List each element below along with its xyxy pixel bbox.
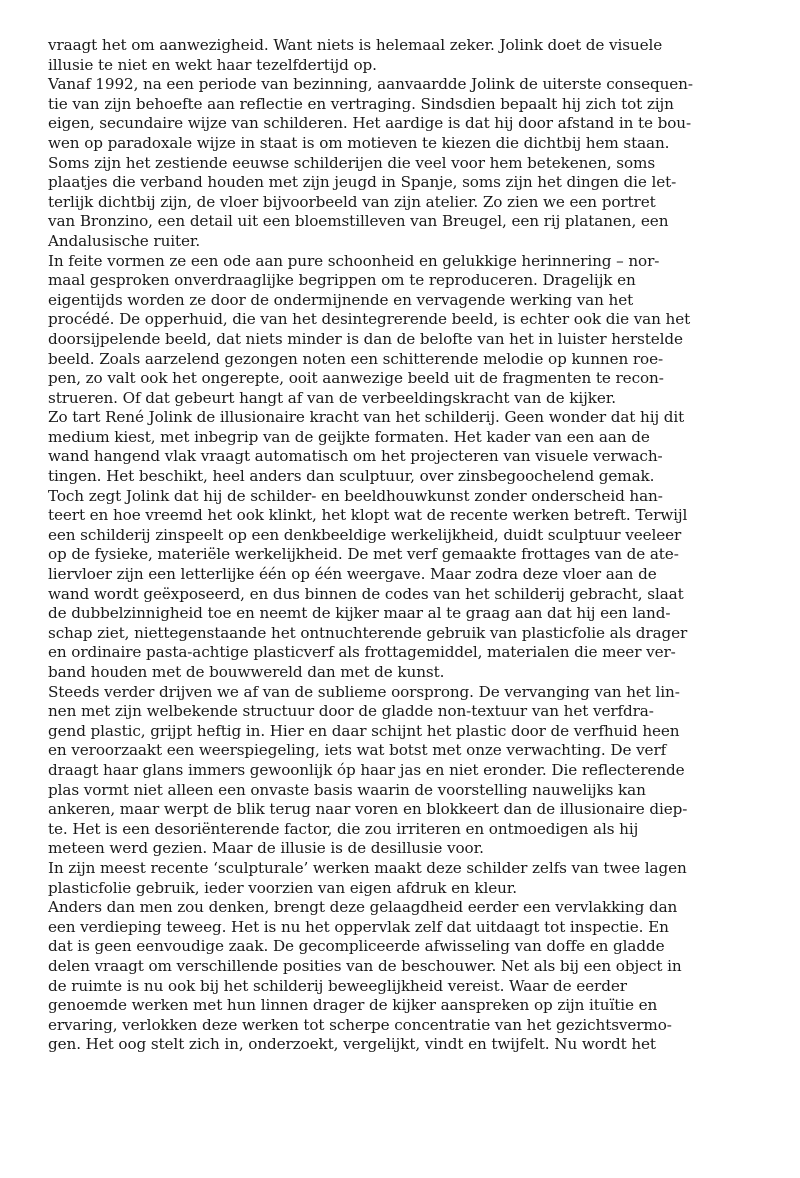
paragraph xyxy=(48,75,693,251)
text-line: en ordinaire pasta-achtige plasticverf als frottagemiddel, materialen die meer ver- xyxy=(48,643,676,662)
text-line: Andalusische ruiter. xyxy=(48,231,201,250)
text-line: wand wordt geëxposeerd, en dus binnen de codes van het schilderij gebracht, slaat xyxy=(48,584,684,603)
text-line: illusie te niet en wekt haar tezelfdertijd op. xyxy=(48,55,377,74)
text-line: eigen, secundaire wijze van schilderen. Het aardige is dat hij door afstand in te bou- xyxy=(48,114,692,133)
text-line: doorsijpelende beeld, dat niets minder is dan de belofte van het in luister herstelde xyxy=(48,329,683,348)
paragraph xyxy=(48,251,691,409)
text-line: draagt haar glans immers gewoonlijk óp haar jas en niet eronder. Die reflecterende xyxy=(48,760,685,779)
text-line: delen vraagt om verschillende posities van de beschouwer. Net als bij een object in xyxy=(48,956,682,975)
text-line: tie van zijn behoefte aan reflectie en vertraging. Sindsdien bepaalt hij zich tot zijn xyxy=(48,94,674,113)
text-line: Soms zijn het zestiende eeuwse schilderijen die veel voor hem betekenen, soms xyxy=(48,153,656,172)
text-line: Steeds verder drijven we af van de sublieme oorsprong. De vervanging van het lin- xyxy=(48,682,680,701)
text-line: ankeren, maar werpt de blik terug naar voren en blokkeert dan de illusionaire diep- xyxy=(48,800,688,819)
text-line: op de fysieke, materiële werkelijkheid. De met verf gemaakte frottages van de ate- xyxy=(48,545,679,564)
text-line: medium kiest, met inbegrip van de geijkte formaten. Het kader van een aan de xyxy=(48,427,650,446)
text-line: te. Het is een desoriënterende factor, die zou irriteren en ontmoedigen als hij xyxy=(48,819,639,838)
text-line: terlijk dichtbij zijn, de vloer bijvoorbeeld van zijn atelier. Zo zien we een portret xyxy=(48,192,656,211)
paragraph xyxy=(48,898,682,1055)
text-line: Vanaf 1992, na een periode van bezinning, aanvaardde Jolink de uiterste consequen- xyxy=(48,75,693,94)
text-line: dat is geen eenvoudige zaak. De gecompliceerde afwisseling van doffe en gladde xyxy=(48,937,665,956)
text-line: en veroorzaakt een weerspiegeling, iets wat botst met onze verwachting. De verf xyxy=(48,741,667,760)
text-line: genoemde werken met hun linnen drager de kijker aanspreken op zijn ituïtie en xyxy=(48,996,658,1015)
text-line: tingen. Het beschikt, heel anders dan sculptuur, over zinsbegoochelend gemak. xyxy=(48,467,655,486)
text-line: Anders dan men zou denken, brengt deze gelaagdheid eerder een vervlakking dan xyxy=(48,898,678,917)
text-line: teert en hoe vreemd het ook klinkt, het klopt wat de recente werken betreft. Terwijl xyxy=(48,506,688,525)
text-line: Zo tart René Jolink de illusionaire kracht van het schilderij. Geen wonder dat hij dit xyxy=(48,408,685,427)
text-line: procédé. De opperhuid, die van het desintegrerende beeld, is echter ook die van het xyxy=(48,310,691,329)
text-line: strueren. Of dat gebeurt hangt af van de verbeeldingskracht van de kijker. xyxy=(48,388,616,407)
paragraph xyxy=(48,36,663,75)
text-line: schap ziet, niettegenstaande het ontnuchterende gebruik van plasticfolie als drager xyxy=(48,623,688,642)
text-line: de ruimte is nu ook bij het schilderij beweeglijkheid vereist. Waar de eerder xyxy=(48,976,627,995)
text-line: gen. Het oog stelt zich in, onderzoekt, vergelijkt, vindt en twijfelt. Nu wordt het xyxy=(48,1035,656,1054)
text-line: plas vormt niet alleen een onvaste basis waarin de voorstelling nauwelijks kan xyxy=(48,780,646,799)
text-line: nen met zijn welbekende structuur door de gladde non-textuur van het verfdra- xyxy=(48,702,654,721)
text-line: meteen werd gezien. Maar de illusie is de desillusie voor. xyxy=(48,839,484,858)
text-line: een schilderij zinspeelt op een denkbeeldige werkelijkheid, duidt sculptuur veeleer xyxy=(48,525,682,544)
text-line: de dubbelzinnigheid toe en neemt de kijker maar al te graag aan dat hij een land- xyxy=(48,604,671,623)
paragraph xyxy=(48,682,688,859)
paragraph xyxy=(48,858,687,898)
text-line: In feite vormen ze een ode aan pure schoonheid en gelukkige herinnering – nor- xyxy=(48,251,660,270)
text-line: band houden met de bouwwereld dan met de kunst. xyxy=(48,663,445,681)
text-line: plaatjes die verband houden met zijn jeugd in Spanje, soms zijn het dingen die let- xyxy=(48,173,677,192)
text-line: pen, zo valt ook het ongerepte, ooit aanwezige beeld uit de fragmenten te recon- xyxy=(48,369,664,388)
text-line: vraagt het om aanwezigheid. Want niets is helemaal zeker. Jolink doet de visuele xyxy=(48,36,663,54)
text-line: ervaring, verlokken deze werken tot scherpe concentratie van het gezichtsvermo- xyxy=(48,1015,672,1034)
text-line: Toch zegt Jolink dat hij de schilder- en beeldhouwkunst zonder onderscheid han- xyxy=(48,486,663,505)
text-line: maal gesproken onverdraaglijke begrippen om te reproduceren. Dragelijk en xyxy=(48,271,636,290)
text-line: van Bronzino, een detail uit een bloemstilleven van Breugel, een rij platanen, een xyxy=(48,212,669,231)
text-line: eigentijds worden ze door de ondermijnende en vervagende werking van het xyxy=(48,290,634,309)
text-line: wen op paradoxale wijze in staat is om motieven te kiezen die dichtbij hem staan. xyxy=(48,133,670,152)
text-line: wand hangend vlak vraagt automatisch om het projecteren van visuele verwach- xyxy=(48,447,663,466)
text-line: In zijn meest recente ‘sculpturale’ werken maakt deze schilder zelfs van twee lagen xyxy=(48,858,687,877)
text-line: gend plastic, grijpt heftig in. Hier en daar schijnt het plastic door de verfhuid heen xyxy=(48,721,680,740)
text-line: een verdieping teweeg. Het is nu het oppervlak zelf dat uitdaagt tot inspectie. En xyxy=(48,917,669,936)
paragraph xyxy=(48,408,688,682)
text-line: liervloer zijn een letterlijke één op één weergave. Maar zodra deze vloer aan de xyxy=(48,565,657,584)
text-line: beeld. Zoals aarzelend gezongen noten een schitterende melodie op kunnen roe- xyxy=(48,349,664,368)
text-line: plasticfolie gebruik, ieder voorzien van eigen afdruk en kleur. xyxy=(48,878,518,897)
page-text-body xyxy=(48,36,693,1055)
